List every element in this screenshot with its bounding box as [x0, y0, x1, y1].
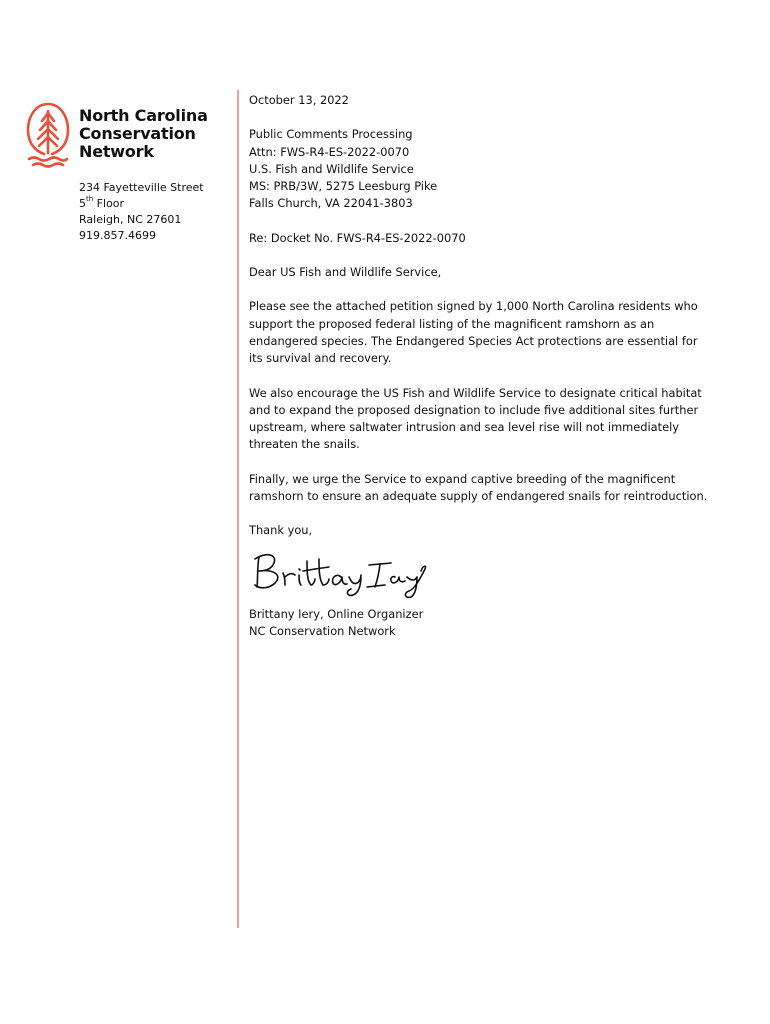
- paragraph-line: upstream, where saltwater intrusion and sea level rise will not immediately: [249, 420, 680, 435]
- recipient-line: Public Comments Processing: [249, 127, 413, 142]
- paragraph-line: Finally, we urge the Service to expand captive breeding of the magnificent: [249, 471, 676, 486]
- org-name-line: North Carolina: [79, 106, 208, 125]
- floor-suffix: th: [86, 195, 94, 204]
- paragraph-line: We also encourage the US Fish and Wildlife Service to designate critical habitat: [249, 385, 702, 400]
- body-paragraph: [249, 471, 719, 506]
- letter-body: [249, 92, 719, 640]
- paragraph-line: ramshorn to ensure an adequate supply of endangered snails for reintroduction.: [249, 489, 708, 504]
- recipient-line: Attn: FWS-R4-ES-2022-0070: [249, 144, 410, 159]
- vertical-divider: [237, 90, 239, 928]
- closing: Thank you,: [249, 523, 313, 538]
- recipient-line: Falls Church, VA 22041-3803: [249, 196, 413, 211]
- address-city: Raleigh, NC 27601: [79, 213, 182, 226]
- paragraph-line: Please see the attached petition signed by 1,000 North Carolina residents who: [249, 299, 698, 314]
- recipient-block: [249, 126, 719, 212]
- salutation: Dear US Fish and Wildlife Service,: [249, 265, 442, 280]
- paragraph-line: and to expand the proposed designation to include five additional sites further: [249, 402, 699, 417]
- signer-organization: NC Conservation Network: [249, 623, 396, 638]
- handwritten-signature: [249, 547, 439, 599]
- paragraph-line: endangered species. The Endangered Species Act protections are essential for: [249, 333, 698, 348]
- recipient-line: MS: PRB/3W, 5275 Leesburg Pike: [249, 179, 438, 194]
- org-name-line: Network: [79, 142, 154, 161]
- paragraph-line: support the proposed federal listing of the magnificent ramshorn as an: [249, 316, 655, 331]
- body-paragraph: [249, 298, 719, 367]
- recipient-line: U.S. Fish and Wildlife Service: [249, 161, 414, 176]
- org-address: [79, 180, 204, 244]
- body-paragraph: [249, 385, 719, 454]
- address-phone: 919.857.4699: [79, 229, 156, 242]
- paragraph-line: threaten the snails.: [249, 437, 360, 452]
- address-floor: [79, 196, 204, 212]
- address-street: 234 Fayetteville Street: [79, 181, 204, 194]
- letter-date: October 13, 2022: [249, 93, 349, 107]
- paragraph-line: its survival and recovery.: [249, 351, 392, 366]
- signer-name-title: Brittany Iery, Online Organizer: [249, 606, 424, 621]
- re-line: Re: Docket No. FWS-R4-ES-2022-0070: [249, 230, 466, 245]
- org-name: [79, 107, 208, 161]
- org-name-line: Conservation: [79, 124, 196, 143]
- signer-block: [249, 606, 719, 641]
- floor-number: 5: [79, 197, 86, 210]
- floor-word: Floor: [93, 197, 125, 210]
- redwood-tree-water-icon: [25, 101, 71, 169]
